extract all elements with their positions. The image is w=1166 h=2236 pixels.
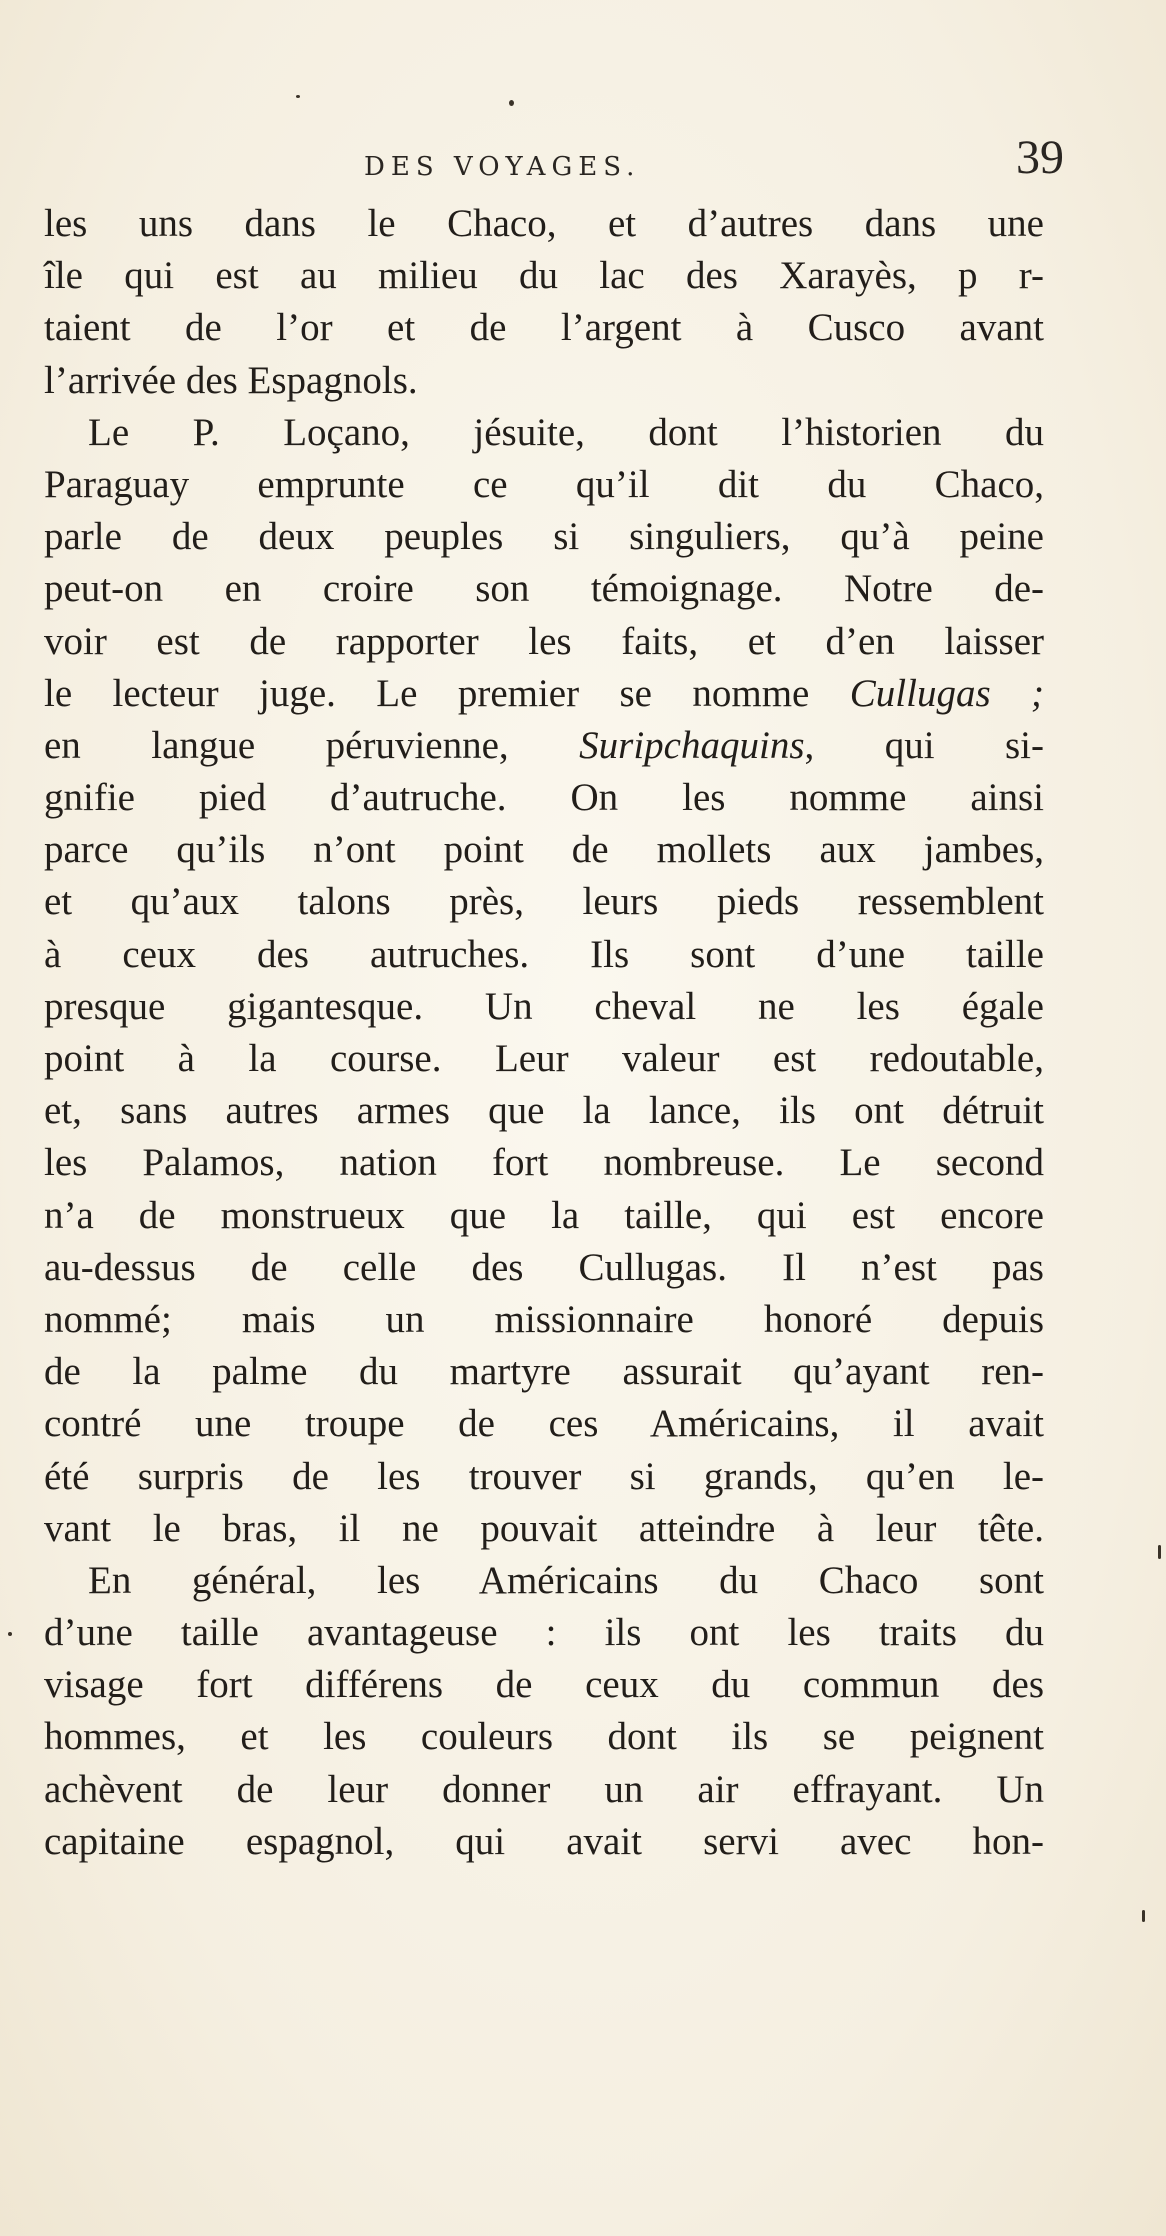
text-span: , qui si- [804, 723, 1044, 767]
text-span: en langue péruvienne, [44, 723, 509, 767]
text-line: voir est de rapporter les faits, et d’en laisser [44, 619, 1044, 663]
text-line: peut-on en croire son témoignage. Notre de- [44, 567, 1044, 611]
text-line: parce qu’ils n’ont point de mollets aux jambes, [44, 828, 1044, 872]
text-line: d’une taille avantageuse : ils ont les traits du [44, 1611, 1044, 1655]
ink-speck [296, 95, 300, 98]
page-number: 39 [1016, 131, 1064, 184]
text-line: visage fort différens de ceux du commun des [44, 1663, 1044, 1707]
text-line: nommé; mais un missionnaire honoré depuis [44, 1297, 1044, 1341]
ink-speck [1158, 1545, 1161, 1559]
text-line: les Palamos, nation fort nombreuse. Le second [44, 1141, 1044, 1185]
text-line: et, sans autres armes que la lance, ils ont détruit [44, 1089, 1044, 1133]
text-line: presque gigantesque. Un cheval ne les égale [44, 984, 1044, 1028]
text-span: le lecteur juge. Le premier se nomme [44, 671, 810, 715]
page-header [44, 130, 1064, 190]
ink-speck [1142, 1910, 1145, 1922]
italic-term: Suripchaquins [579, 723, 805, 767]
text-line: achèvent de leur donner un air effrayant. Un [44, 1767, 1044, 1811]
text-line: contré une troupe de ces Américains, il avait [44, 1402, 1044, 1446]
text-line: point à la course. Leur valeur est redoutable, [44, 1037, 1044, 1080]
text-line: à ceux des autruches. Ils sont d’une taille [44, 932, 1044, 976]
text-line: taient de l’or et de l’argent à Cusco avant [44, 306, 1044, 350]
body-text [44, 198, 1044, 1868]
text-line: les uns dans le Chaco, et d’autres dans une [44, 202, 1044, 245]
text-line: au-dessus de celle des Cullugas. Il n’est pas [44, 1245, 1044, 1289]
text-line: de la palme du martyre assurait qu’ayant ren- [44, 1350, 1044, 1394]
text-line: vant le bras, il ne pouvait atteindre à leur tête. [44, 1506, 1044, 1550]
running-head: DES VOYAGES. [364, 152, 641, 182]
text-line: l’arrivée des Espagnols. [44, 358, 418, 402]
text-line: hommes, et les couleurs dont ils se peignent [44, 1715, 1044, 1759]
text-line: parle de deux peuples si singuliers, qu’à peine [44, 515, 1044, 559]
text-line: n’a de monstrueux que la taille, qui est encore [44, 1193, 1044, 1237]
text-line: Le P. Loçano, jésuite, dont l’historien du [88, 410, 1044, 454]
text-line: et qu’aux talons près, leurs pieds ressemblent [44, 880, 1044, 924]
ink-speck [8, 1632, 12, 1636]
text-line: gnifie pied d’autruche. On les nomme ainsi [44, 776, 1044, 820]
text-line: été surpris de les trouver si grands, qu’en le- [44, 1454, 1044, 1498]
text-line: île qui est au milieu du lac des Xarayès, p r- [44, 254, 1044, 298]
ink-speck [509, 100, 514, 106]
text-line: capitaine espagnol, qui avait servi avec hon- [44, 1819, 1044, 1863]
text-line [44, 668, 1044, 720]
text-line [44, 720, 1044, 772]
text-line: En général, les Américains du Chaco sont [88, 1558, 1044, 1602]
text-line: Paraguay emprunte ce qu’il dit du Chaco, [44, 462, 1044, 506]
italic-term: Cullugas ; [849, 671, 1045, 715]
